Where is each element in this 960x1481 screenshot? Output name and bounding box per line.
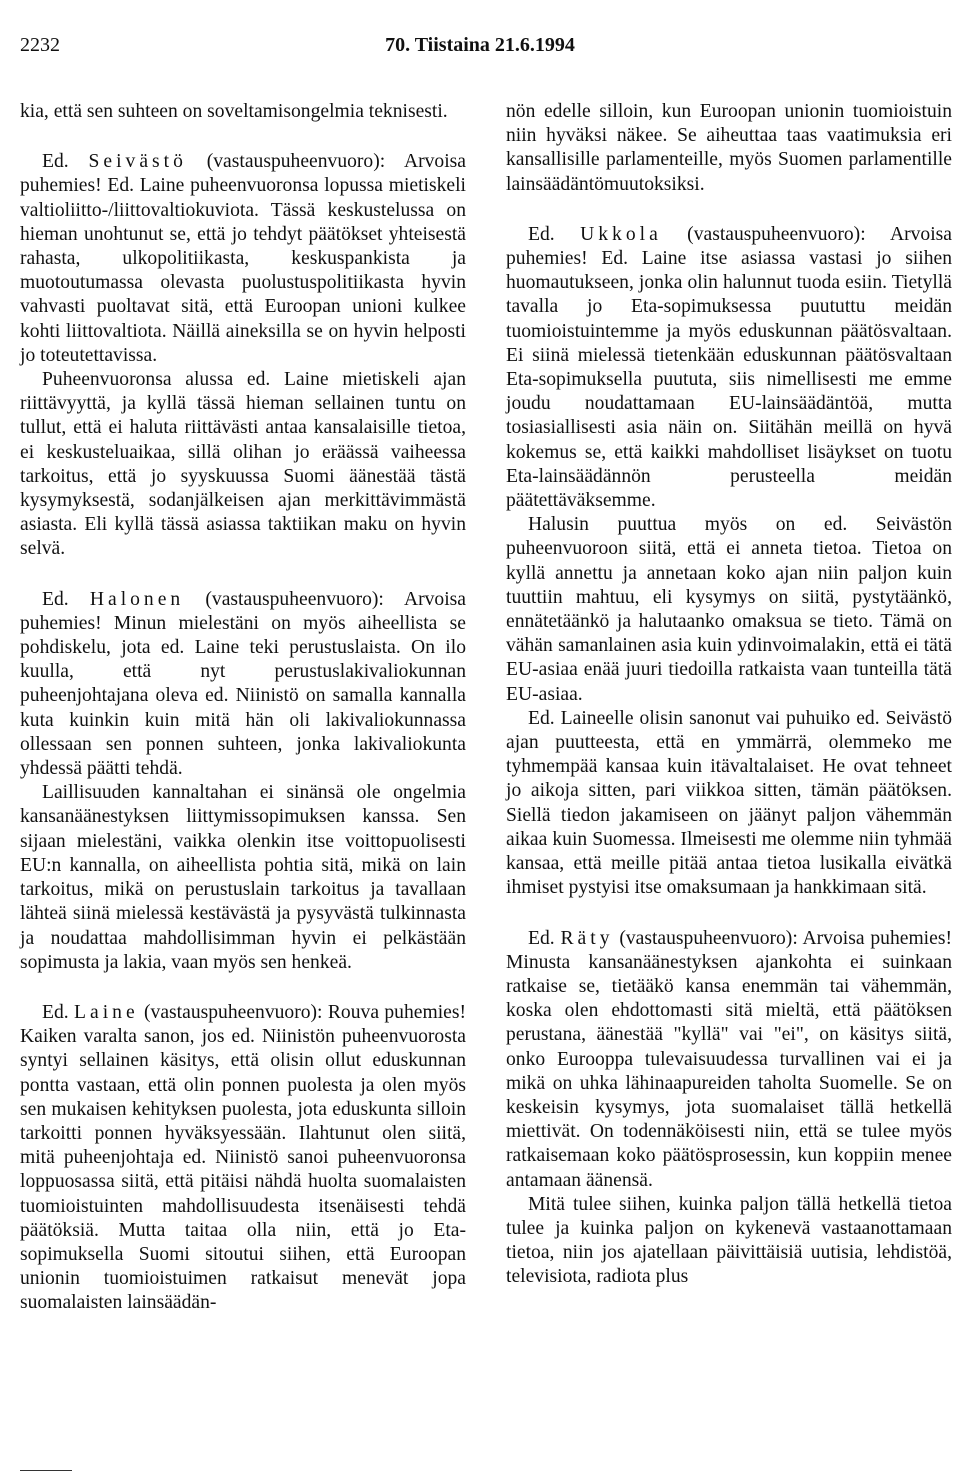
speech-text: (vastauspuheenvuoro): Arvoisa puhemies! Ed. Laine puheenvuoronsa lopussa mietiskeli valtioliitto-/liittovaltiokuviota. Tässä keskustelussa on hieman unohtunut se, että jo tehdyt päätökset yhteisestä rahasta, ulkopolitiikasta, keskuspankista ja muotoutumassa olevasta puolustuspolitiikasta hyvin vahvasti puoltavat sitä, että Euroopan unioni kulkee kohti liittovaltiota. Näillä aineksilla se on hyvin helposti jo toteutettavissa. xyxy=(20,151,466,366)
paragraph: kia, että sen suhteen on soveltamisongelmia teknisesti. xyxy=(20,101,448,122)
left-column xyxy=(20,100,466,1316)
speech-seivasto xyxy=(20,150,466,368)
speaker-name: Halonen xyxy=(89,588,185,610)
speech-text: (vastauspuheenvuoro): Arvoisa puhemies! Minusta kansanäänestyksen ajankohta ei suinkaan ratkaise se, tietääkö kansa enemmän tai vähemmän, koska olen ehdottomasti sitä mieltä, että päätöksen perustana, äänestää "kyllä" vai "ei", on käsitys siitä, onko Eurooppa tulevaisuudessa turvallinen vai ei ja mikä on uhka lähinaapureiden taholta Suomelle. Se on keskeisin kysymys, jota suomalaiset tällä hetkellä miettivät. On todennäköisesti niin, että se tulee myös ratkaisemaan koko päätösprosessin, kun koppiin menee antamaan äänensä. xyxy=(506,927,952,1191)
speaker-name: Ukkola xyxy=(580,223,662,245)
paragraph: nön edelle silloin, kun Euroopan unionin tuomioistuin niin hyväksi näkee. Se aiheuttaa taas vaatimuksia eri kansallisille parlamenteille, myös Suomen parlamentille lainsäädäntömuutoksiksi. xyxy=(506,101,952,195)
speech-text: (vastauspuheenvuoro): Arvoisa puhemies! Ed. Laine itse asiassa vastasi jo siihen huomautukseen, jonka olin halunnut tuoda esiin. Tietyllä tavalla jo Eta-sopimuksessa puututtu meidän tuomioistuintemme ja myös eduskunnan päätösvaltaan. Ei siinä mielessä tietenkään eduskunnan päätösvaltaan Eta-sopimuksella puututa, siis nimellisesti me emme joudu noudattamaan EU-lainsäädäntöä, mutta tosiasiallisesti asia näin on. Siitähän meillä on hyvä kokemus se, että kaikki mahdolliset lisäykset on tuotu Eta-lainsäädännön perusteella meidän päätettäväksemme. xyxy=(506,223,952,512)
ed-prefix: Ed. xyxy=(42,588,69,610)
paragraph: Laillisuuden kannaltahan ei sinänsä ole ongelmia kansanäänestyksen liittymissopimuksen kanssa. Sen sijaan mielestäni, vaikka olenkin itse voittopuolisesti EU:n kannalla, on aiheellista pohtia sitä, mikä on lain tarkoitus, mikä on perustuslain tarkoitus ja tavallaan lähteä siinä mielessä kestävästä ja pysyvästä tulkinnasta ja noudattaa mahdollisimman hyvin ei pelkästään sopimusta ja lakia, vaan myös sen henkeä. xyxy=(20,782,466,973)
ed-prefix: Ed. xyxy=(42,1001,69,1023)
speech-raty xyxy=(506,927,952,1193)
footer-rule xyxy=(20,1470,72,1471)
speech-laine xyxy=(20,1001,466,1316)
paragraph: Ed. Laineelle olisin sanonut vai puhuiko ed. Seivästö ajan puutteesta, että en ymmärrä, olemmeko me tyhmempää kansaa kuin itävaltalaiset. He ovat tehneet jo aikoja sitten, pari viikkoa sitten, tämän päätöksen. Siellä tiedon jakamiseen on jäänyt paljon vähemmän aikaa kuin Suomessa. Ilmeisesti me olemme niin tyhmää kansaa, että meille pitää antaa tietoa lusikalla eivätkä ihmiset pystyisi itse omaksumaan ja hankkimaan sitä. xyxy=(506,707,952,899)
speech-ukkola xyxy=(506,223,952,513)
right-column xyxy=(506,100,952,1290)
speaker-name: Seivästö xyxy=(88,151,187,173)
page-number: 2232 xyxy=(20,34,60,56)
speaker-name: Laine xyxy=(74,1001,139,1023)
page-header xyxy=(0,34,960,64)
ed-prefix: Ed. xyxy=(42,151,69,173)
paragraph: Halusin puuttua myös on ed. Seivästön puheenvuoroon siitä, että ei anneta tietoa. Tietoa on kyllä annettu ja annetaan koko ajan niin paljon kuin tuuttiin mahtuu, eli kysymys on siitä, pystytäänkö, ennätetäänkö ja halutaanko omaksua se tieto. Tämä on vähän samanlainen asia kuin ydinvoimalakin, että ei tätä EU-asiaa enää juuri tiedoilla ratkaista vaan tunteilla tätä EU-asiaa. xyxy=(506,514,952,705)
speech-text: (vastauspuheenvuoro): Arvoisa puhemies! Minun mielestäni on myös aiheellista se pohdiskelu, jota ed. Laine teki perustuslaista. On ilo kuulla, että nyt perustuslakivaliokunnan puheenjohtajana oleva ed. Niinistö on samalla kannalla kuta kuinkin kuin mitä hän oli lakivaliokunnassa ollessaan sen ponnen suhteen, jonka lakivaliokunta yhdessä päätti tehdä. xyxy=(20,588,466,780)
speech-text: (vastauspuheenvuoro): Rouva puhemies! Kaiken varalta sanon, jos ed. Niinistön puheenvuorosta syntyi sellainen käsitys, että olisin ollut eduskunnan pontta vastaan, että olin ponnen puolesta ja olen myös sen mukaisen kehityksen puolesta, jota eduskunta silloin tarkoitti ponnen hyväksyessään. Ilahtunut olen siitä, mitä puheenjohtaja ed. Niinistö sanoi puheenvuoronsa loppuosassa siitä, että pitäisi nähdä huolta suomalaisten tuomioistuinten mahdollisuudesta itsenäisesti tehdä päätöksiä. Mutta taitaa olla niin, että jo Eta-sopimuksella Suomi sitoutui siihen, että Euroopan unionin tuomioistuimen ratkaisut menevät jopa suomalaisten lainsäädän- xyxy=(20,1001,466,1314)
paragraph: Mitä tulee siihen, kuinka paljon tällä hetkellä tietoa tulee ja kuinka paljon on kykenevä vastaanottamaan tietoa, niin jos ajatellaan päivittäisiä uutisia, lehdistöä, televisiota, radiota plus xyxy=(506,1193,952,1288)
speaker-name: Räty xyxy=(560,927,614,949)
session-title: 70. Tiistaina 21.6.1994 xyxy=(385,34,575,56)
ed-prefix: Ed. xyxy=(528,223,555,245)
speech-halonen xyxy=(20,588,466,782)
ed-prefix: Ed. xyxy=(528,927,555,949)
paragraph: Puheenvuoronsa alussa ed. Laine mietiskeli ajan riittävyyttä, ja kyllä tässä hieman sellainen tuntu on tullut, että ei haluta riittävästi antaa kansalaisille tietoa, ei keskusteluaikaa, sillä olihan jo eräässä vaiheessa tarkoitus, että jo syyskuussa Suomi äänestää tästä kysymyksestä, sodanjälkeisen ajan merkittävimmästä asiasta. Eli kyllä tässä asiassa taktiikan maku on hyvin selvä. xyxy=(20,369,466,560)
